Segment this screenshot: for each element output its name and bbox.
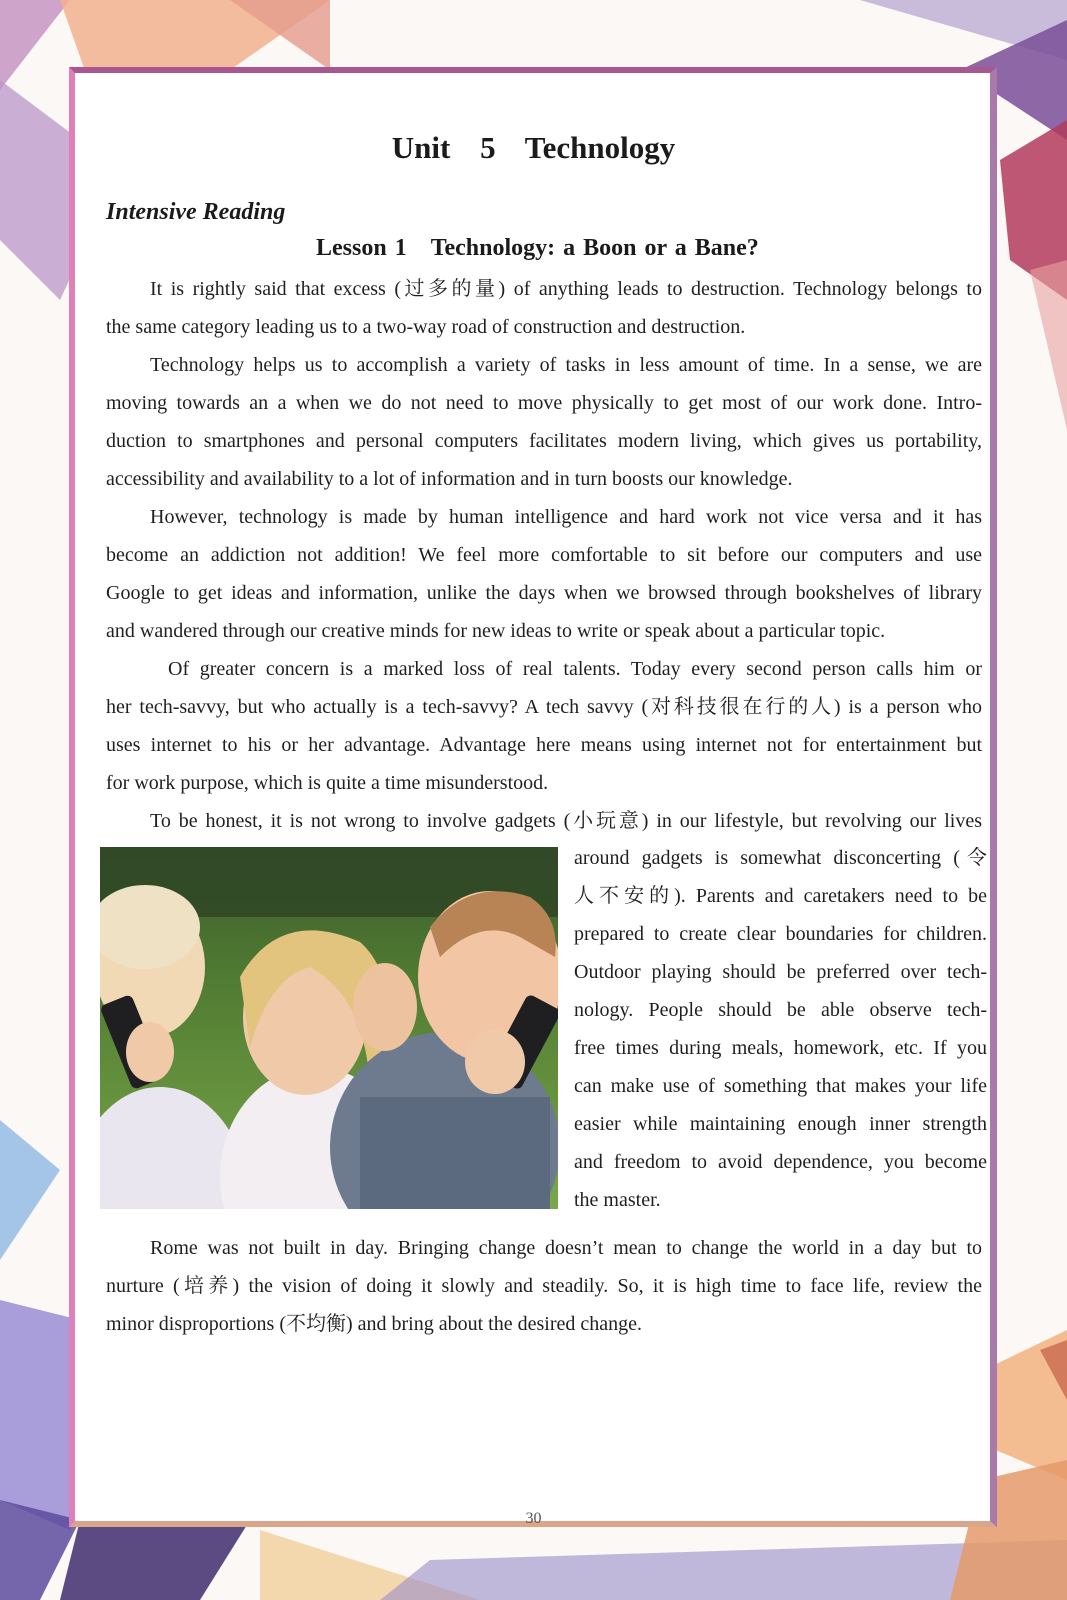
lesson-heading: [316, 235, 759, 262]
text-line: Technology helps us to accomplish a variety of tasks in less amount of time. In a sense, we are: [150, 354, 982, 376]
text-line: minor disproportions (不均衡) and bring about the desired change.: [106, 1313, 642, 1335]
text-line: Outdoor playing should be preferred over tech-: [574, 961, 987, 983]
text-line: uses internet to his or her advantage. Advantage here means using internet not for entertainment but: [106, 734, 982, 756]
text-line: Rome was not built in day. Bringing change doesn’t mean to change the world in a day but to: [150, 1237, 982, 1259]
text-line: and freedom to avoid dependence, you become: [574, 1151, 987, 1173]
paragraph-2: [106, 346, 982, 498]
page-number: 30: [525, 1510, 542, 1527]
text-line: and wandered through our creative minds for new ideas to write or speak about a particular topic.: [106, 620, 886, 642]
unit-title: Unit 5 Technology: [391, 130, 676, 165]
text-line: her tech-savvy, but who actually is a tech-savvy? A tech savvy (对科技很在行的人) is a person who: [106, 696, 982, 718]
children-with-phones-photo: [100, 847, 558, 1209]
text-line: for work purpose, which is quite a time misunderstood.: [106, 772, 549, 794]
paragraph-5: [106, 802, 982, 840]
text-line: around gadgets is somewhat disconcerting (令: [574, 847, 987, 869]
paragraph-3: [106, 498, 982, 650]
paragraph-final: [106, 1229, 982, 1343]
text-line: nology. People should be able observe tech-: [574, 999, 987, 1021]
text-line: free times during meals, homework, etc. If you: [574, 1037, 987, 1059]
text-line: duction to smartphones and personal computers facilitates modern living, which gives us portability,: [106, 430, 982, 452]
text-line: nurture (培养) the vision of doing it slowly and steadily. So, it is high time to face life, review the: [106, 1275, 982, 1297]
lesson-title: Technology: a Boon or a Bane?: [430, 235, 759, 261]
text-line: the same category leading us to a two-way road of construction and destruction.: [106, 316, 746, 338]
text-line: 人不安的). Parents and caretakers need to be: [574, 885, 987, 907]
lesson-number: Lesson 1: [316, 235, 407, 261]
text-line: moving towards an a when we do not need to move physically to get most of our work done. Intro-: [106, 392, 982, 414]
text-line: the master.: [574, 1189, 661, 1211]
paragraph-4: [106, 650, 982, 802]
text-line: To be honest, it is not wrong to involve gadgets (小玩意) in our lifestyle, but revolving our lives: [150, 810, 982, 832]
text-line: Google to get ideas and information, unlike the days when we browsed through bookshelves of library: [106, 582, 982, 604]
text-line: Of greater concern is a marked loss of real talents. Today every second person calls him or: [168, 658, 982, 680]
section-label: Intensive Reading: [106, 199, 286, 225]
text-line: easier while maintaining enough inner strength: [574, 1113, 987, 1135]
text-line: become an addiction not addition! We feel more comfortable to sit before our computers and use: [106, 544, 982, 566]
text-line: prepared to create clear boundaries for children.: [574, 923, 987, 945]
side-paragraph: [574, 839, 987, 1219]
text-line: However, technology is made by human intelligence and hard work not vice versa and it has: [150, 506, 982, 528]
paragraph-1: [106, 270, 982, 346]
text-line: accessibility and availability to a lot of information and in turn boosts our knowledge.: [106, 468, 793, 490]
text-line: It is rightly said that excess (过多的量) of anything leads to destruction. Technology belongs to: [150, 278, 982, 300]
text-line: can make use of something that makes your life: [574, 1075, 987, 1097]
